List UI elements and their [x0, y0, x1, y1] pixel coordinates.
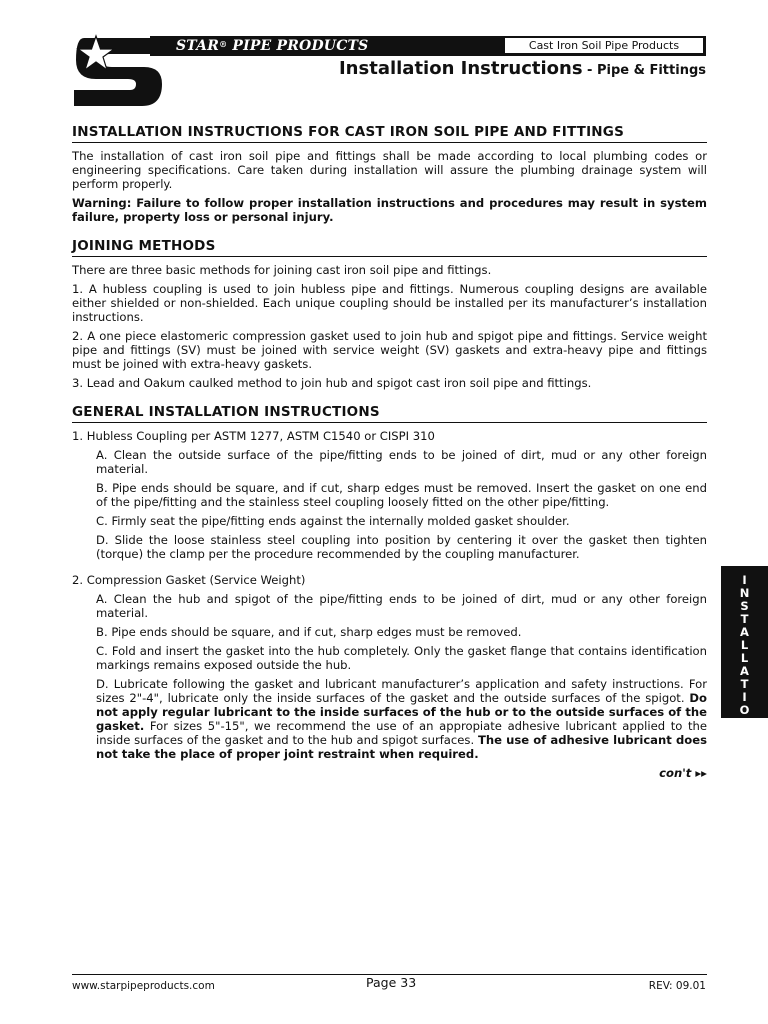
- footer-website: www.starpipeproducts.com: [72, 980, 215, 992]
- product-line-label: Cast Iron Soil Pipe Products: [504, 37, 704, 54]
- section-joining-methods: [72, 238, 707, 390]
- paragraph: 1. A hubless coupling is used to join hubless pipe and fittings. Numerous coupling designs are available either shielded or non-shielded. Each unique coupling should be installed per its manufacturer’s installation instructions.: [72, 282, 707, 324]
- step-item: A. Clean the outside surface of the pipe/fitting ends to be joined of dirt, mud or any other foreign material.: [96, 448, 707, 476]
- page-title: Installation Instructions - Pipe & Fittings: [338, 58, 706, 79]
- main-content: [72, 124, 707, 780]
- step-item: C. Firmly seat the pipe/fitting ends against the internally molded gasket shoulder.: [96, 514, 570, 528]
- warning-text: Warning: Failure to follow proper installation instructions and procedures may result in system failure, property loss or personal injury.: [72, 196, 707, 224]
- section-intro: [72, 124, 707, 224]
- section-general-instructions: [72, 404, 707, 780]
- step-item: A. Clean the hub and spigot of the pipe/fitting ends to be joined of dirt, mud or any other foreign material.: [96, 592, 707, 620]
- page-number: Page 33: [366, 975, 417, 990]
- step-item: B. Pipe ends should be square, and if cut, sharp edges must be removed.: [96, 625, 522, 639]
- brand-name: STAR® PIPE PRODUCTS: [176, 38, 369, 54]
- step-item: D. Slide the loose stainless steel coupling into position by centering it over the gasket then tighten (torque) the clamp per the procedure recommended by the coupling manufacturer.: [96, 533, 707, 561]
- step-item: C. Fold and insert the gasket into the hub completely. Only the gasket flange that contains identification markings remains exposed outside the hub.: [96, 644, 707, 672]
- revision-label: REV: 09.01: [648, 980, 706, 992]
- step-item: B. Pipe ends should be square, and if cut, sharp edges must be removed. Insert the gasket on one end of the pipe/fitting and the stainless steel coupling loosely fitted on the other pipe/fitting.: [96, 481, 707, 509]
- section-heading: GENERAL INSTALLATION INSTRUCTIONS: [72, 404, 707, 423]
- paragraph: 2. A one piece elastomeric compression gasket used to join hub and spigot pipe and fittings. Service weight pipe and fittings (SV) must be joined with service weight (SV) gaskets and extra-heavy pipe and fittings must be joined with extra-heavy gaskets.: [72, 329, 707, 371]
- step-item: D. Lubricate following the gasket and lubricant manufacturer’s application and safety instructions. For sizes 2"-4", lubricate only the inside surfaces of the gasket and the outside surfaces of the spigot. Do not apply regular lubricant to the inside surfaces of the hub or to the outside surfaces of the gasket. For sizes 5"-15", we recommend the use of an appropiate adhesive lubricant applied to the inside surfaces of the gasket and to the hub and spigot surfaces. The use of adhesive lubricant does not take the place of proper joint restraint when required.: [96, 677, 707, 761]
- section-heading: INSTALLATION INSTRUCTIONS FOR CAST IRON SOIL PIPE AND FITTINGS: [72, 124, 707, 143]
- paragraph: 3. Lead and Oakum caulked method to join hub and spigot cast iron soil pipe and fittings.: [72, 376, 592, 390]
- continued-label: con't ▸▸: [659, 766, 707, 780]
- paragraph: There are three basic methods for joining cast iron soil pipe and fittings.: [72, 263, 492, 277]
- section-heading: JOINING METHODS: [72, 238, 707, 257]
- paragraph: The installation of cast iron soil pipe and fittings shall be made according to local plumbing codes or engineering specifications. Care taken during installation will assure the plumbing drainage system will perform properly.: [72, 149, 707, 191]
- installation-side-tab: I N S T A L L A T I O N: [721, 566, 768, 718]
- subsection-title: 2. Compression Gasket (Service Weight): [72, 573, 306, 587]
- subsection-title: 1. Hubless Coupling per ASTM 1277, ASTM C1540 or CISPI 310: [72, 429, 435, 443]
